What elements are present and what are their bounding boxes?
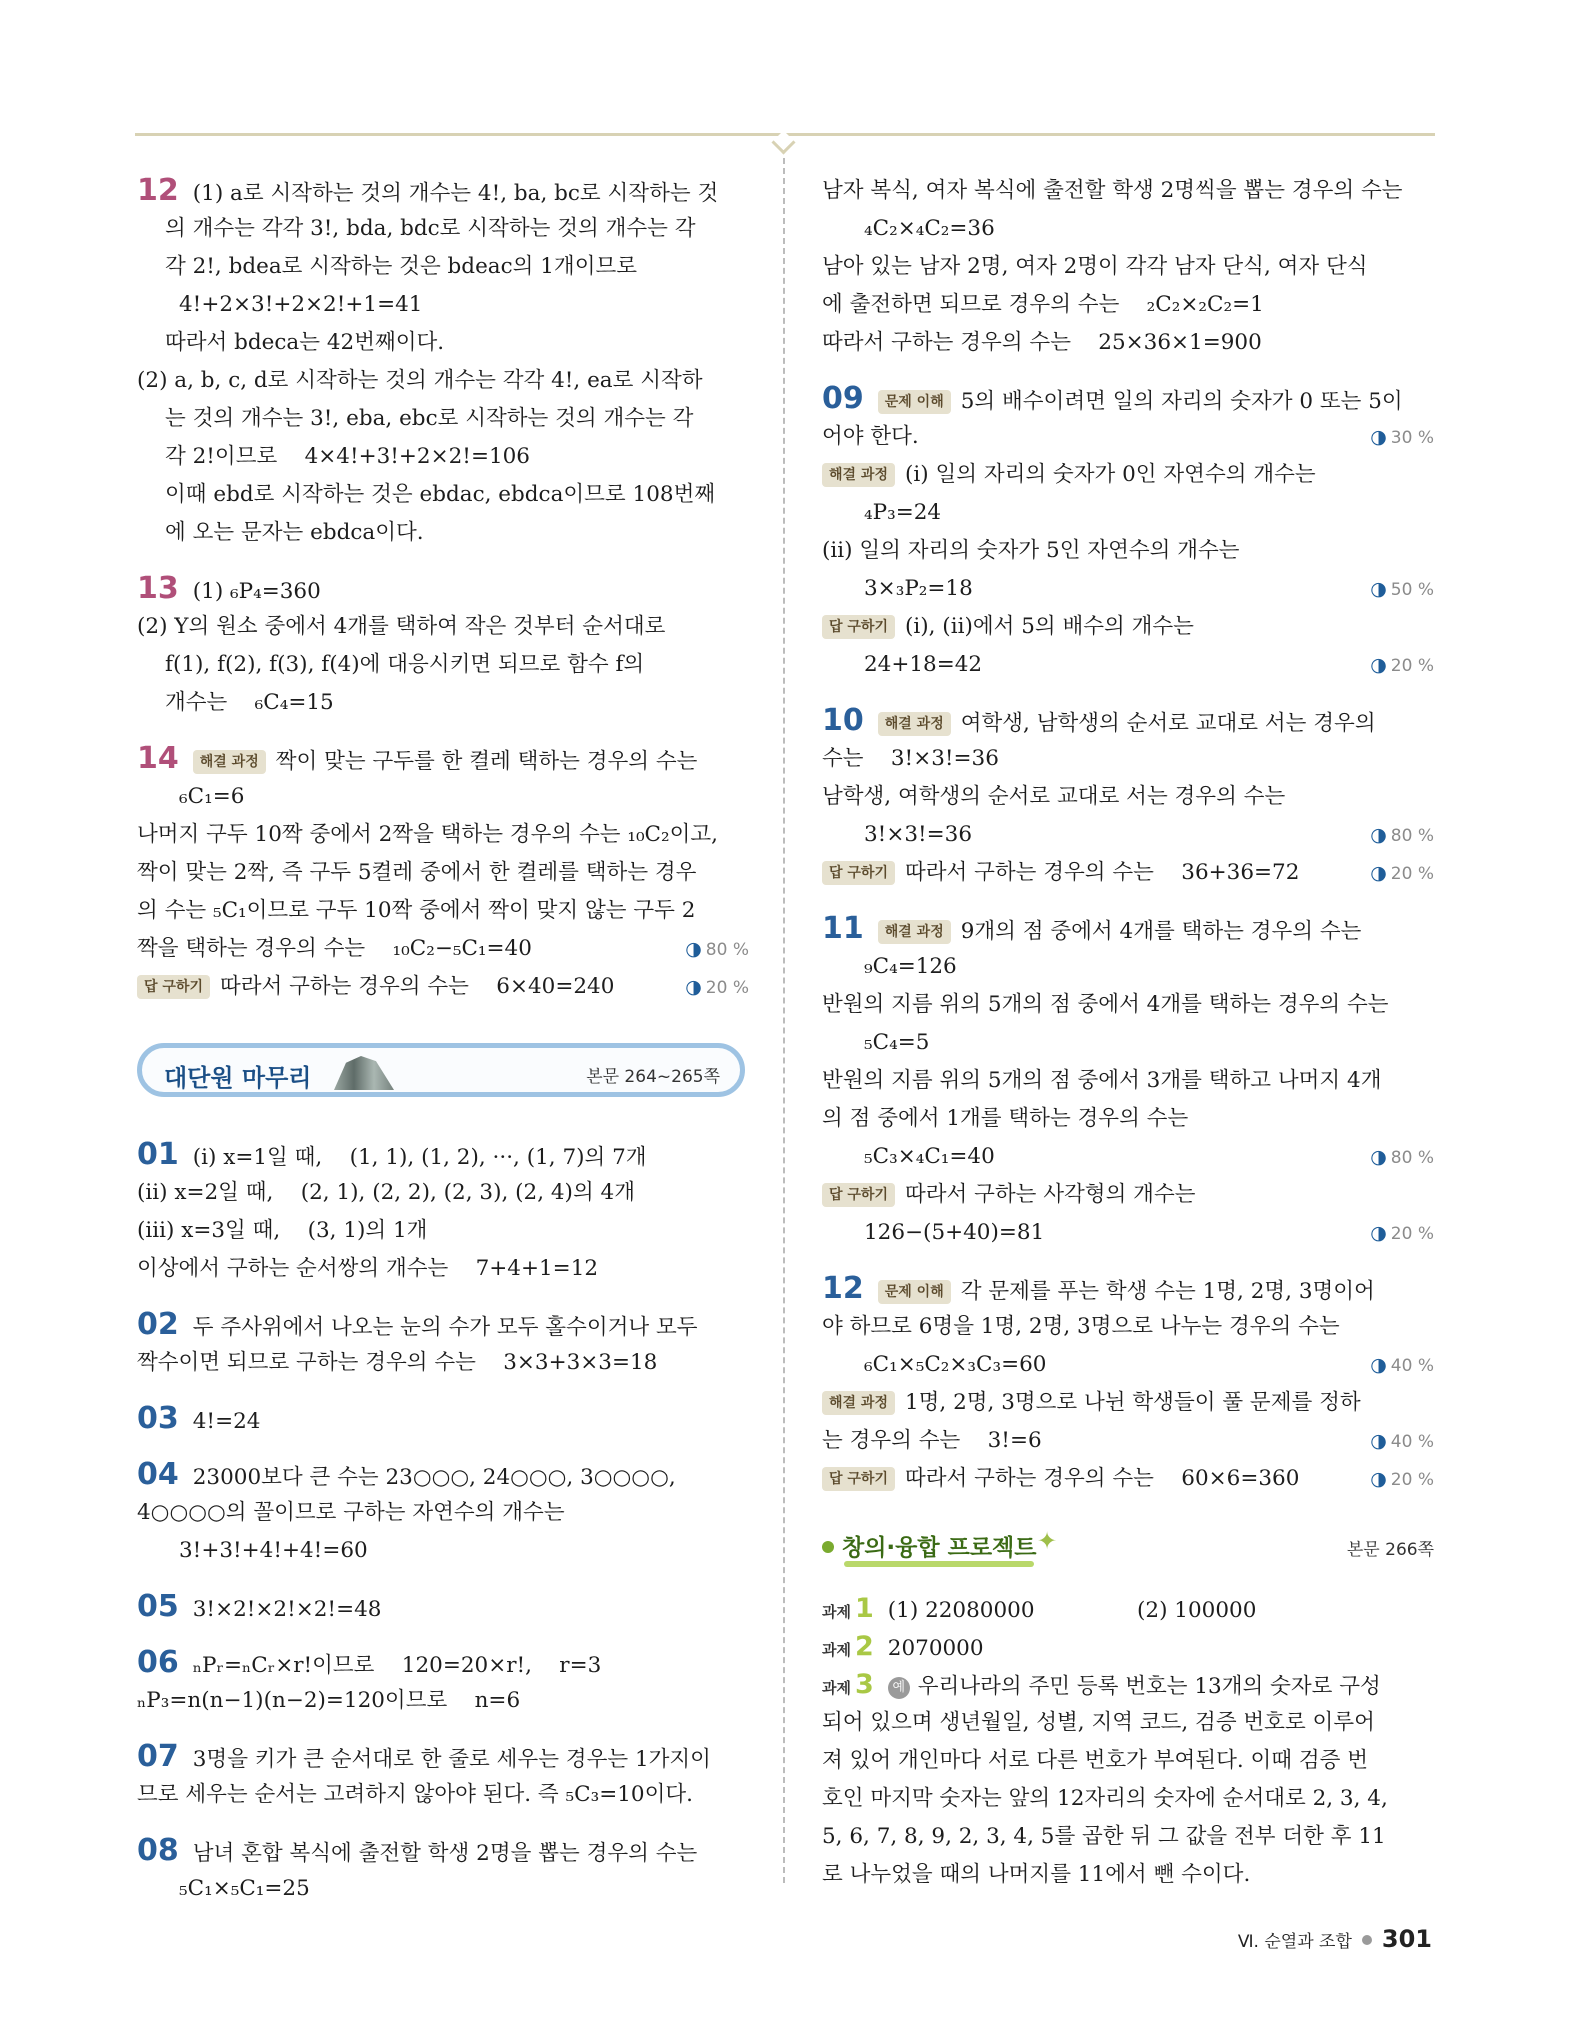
puzzle-icon: ✦ [1037, 1527, 1058, 1555]
solution-text: 4!+2×3!+2×2!+1=41 [179, 292, 423, 317]
solution-text: 는 경우의 수는 3!=6 [822, 1428, 1042, 1453]
solution-text: ₄C₂×₄C₂=36 [864, 216, 995, 241]
score-percent: ◑ 80 % [1370, 816, 1434, 855]
footer-dot-icon [1362, 1935, 1372, 1945]
problem-number: 09 [822, 381, 864, 416]
solution-line [822, 418, 1434, 456]
problem-number: 08 [137, 1833, 179, 1868]
solution-line [137, 1870, 749, 1908]
solution-text: 짝이 맞는 구두를 한 켤레 택하는 경우의 수는 [275, 749, 698, 774]
solution-line [137, 514, 749, 552]
solution-text: 의 수는 ₅C₁이므로 구두 10짝 중에서 짝이 맞지 않는 구두 2 [137, 898, 696, 923]
solution-line [137, 740, 749, 778]
solution-line [822, 1176, 1434, 1214]
solution-text: 반원의 지름 위의 5개의 점 중에서 3개를 택하고 나머지 4개 [822, 1068, 1382, 1093]
solution-text: 각 문제를 푸는 학생 수는 1명, 2명, 3명이어 [960, 1279, 1375, 1304]
solution-line [137, 362, 749, 400]
score-percent: ◑ 30 % [1370, 418, 1434, 457]
solution-text: 이상에서 구하는 순서쌍의 개수는 7+4+1=12 [137, 1256, 599, 1281]
solution-text: 3!×2!×2!×2!=48 [192, 1597, 382, 1622]
solution-text: 3×₃P₂=18 [864, 576, 973, 601]
score-percent: ◑ 80 % [685, 930, 749, 969]
solution-line [137, 968, 749, 1006]
solution-line [137, 1400, 749, 1438]
step-tag: 해결 과정 [878, 712, 951, 736]
score-percent: ◑ 50 % [1370, 570, 1434, 609]
solution-text: (ii) x=2일 때, (2, 1), (2, 2), (2, 3), (2, 4)의 4개 [137, 1180, 635, 1205]
solution-line [822, 172, 1434, 210]
section-gap [822, 892, 1434, 910]
problem-number: 06 [137, 1645, 179, 1680]
solution-line [822, 986, 1434, 1024]
task-row [822, 1666, 1434, 1704]
solution-text: ₆C₁×₅C₂×₃C₃=60 [864, 1352, 1047, 1377]
solution-text: 에 출전하면 되므로 경우의 수는 ₂C₂×₂C₂=1 [822, 292, 1264, 317]
solution-line [137, 892, 749, 930]
solution-line [822, 608, 1434, 646]
solution-text: 5의 배수이려면 일의 자리의 숫자가 0 또는 5이 [960, 389, 1403, 414]
solution-line [137, 1682, 749, 1720]
solution-text: 따라서 구하는 경우의 수는 25×36×1=900 [822, 330, 1262, 355]
solution-line [822, 1384, 1434, 1422]
score-percent: ◑ 20 % [685, 968, 749, 1007]
task-text: (1) 22080000 (2) 100000 [887, 1598, 1257, 1623]
solution-line [137, 778, 749, 816]
solution-text: (2) Y의 원소 중에서 4개를 택하여 작은 것부터 순서대로 [137, 614, 666, 639]
solution-line [822, 740, 1434, 778]
solution-line [822, 1270, 1434, 1308]
page-footer [1238, 1925, 1432, 1953]
solution-line [822, 456, 1434, 494]
solution-text: 따라서 구하는 경우의 수는 6×40=240 [219, 974, 615, 999]
solution-text: 따라서 구하는 사각형의 개수는 [904, 1182, 1196, 1207]
problem-number: 10 [822, 703, 864, 738]
solution-line [822, 1346, 1434, 1384]
step-tag: 답 구하기 [822, 1467, 895, 1491]
project-title-underline [844, 1561, 1034, 1567]
solution-text: 3!×3!=36 [864, 822, 973, 847]
solution-text: 24+18=42 [864, 652, 983, 677]
solution-line [822, 248, 1434, 286]
task-number: 1 [854, 1593, 874, 1624]
solution-text: 4○○○○의 꼴이므로 구하는 자연수의 개수는 [137, 1500, 565, 1525]
solution-line [822, 948, 1434, 986]
task-label: 과제 [822, 1603, 851, 1621]
solution-text: 야 하므로 6명을 1명, 2명, 3명으로 나누는 경우의 수는 [822, 1314, 1340, 1339]
solution-line [137, 608, 749, 646]
solution-line [822, 1422, 1434, 1460]
footer-section: Ⅵ. 순열과 조합 [1237, 1932, 1352, 1952]
solution-line [822, 1062, 1434, 1100]
solution-line [137, 172, 749, 210]
problem-number: 12 [137, 173, 179, 208]
solution-text: ₅C₃×₄C₁=40 [864, 1144, 995, 1169]
solution-text: 므로 세우는 순서는 고려하지 않아야 된다. 즉 ₅C₃=10이다. [137, 1782, 693, 1807]
task-label: 과제 [822, 1641, 851, 1659]
solution-text: (ii) 일의 자리의 숫자가 5인 자연수의 개수는 [822, 538, 1240, 563]
solution-text: 짝수이면 되므로 구하는 경우의 수는 3×3+3×3=18 [137, 1350, 658, 1375]
score-percent: ◑ 20 % [1370, 1460, 1434, 1499]
section-gap [822, 1252, 1434, 1270]
solution-line [137, 1494, 749, 1532]
step-tag: 답 구하기 [822, 861, 895, 885]
score-percent: ◑ 40 % [1370, 1422, 1434, 1461]
solution-line [137, 1456, 749, 1494]
problem-number: 11 [822, 911, 864, 946]
step-tag: 해결 과정 [822, 463, 895, 487]
problem-number: 12 [822, 1271, 864, 1306]
step-tag: 해결 과정 [878, 920, 951, 944]
unit-review-solutions [137, 1136, 749, 1908]
solution-line [822, 1100, 1434, 1138]
example-badge: 예 [888, 1677, 910, 1699]
task-number: 3 [854, 1669, 874, 1700]
solution-line [822, 854, 1434, 892]
solution-text: 3명을 키가 큰 순서대로 한 줄로 세우는 경우는 1가지이 [192, 1747, 711, 1772]
solution-line [137, 1588, 749, 1626]
task-row [822, 1590, 1434, 1628]
solution-text: ₉C₄=126 [864, 954, 957, 979]
project-tasks [822, 1590, 1434, 1894]
solution-line [137, 930, 749, 968]
problem-number: 03 [137, 1401, 179, 1436]
solution-line [822, 1214, 1434, 1252]
solution-line [822, 210, 1434, 248]
solution-text: 9개의 점 중에서 4개를 택하는 경우의 수는 [960, 919, 1362, 944]
bullet-dot-icon [822, 1541, 834, 1553]
step-tag: 답 구하기 [822, 615, 895, 639]
building-icon [334, 1056, 394, 1090]
section-gap [137, 1626, 749, 1644]
section-gap [137, 1382, 749, 1400]
solution-line [137, 438, 749, 476]
problem-number: 04 [137, 1457, 179, 1492]
solution-text: 남자 복식, 여자 복식에 출전할 학생 2명씩을 뽑는 경우의 수는 [822, 178, 1403, 203]
solution-text: 각 2!이므로 4×4!+3!+2×2!=106 [165, 444, 530, 469]
score-percent: ◑ 40 % [1370, 1346, 1434, 1385]
problem-number: 02 [137, 1307, 179, 1342]
task-text: 우리나라의 주민 등록 번호는 13개의 숫자로 구성 [917, 1674, 1381, 1699]
solution-line [137, 1250, 749, 1288]
solution-line [822, 494, 1434, 532]
solution-text: f(1), f(2), f(3), f(4)에 대응시키면 되므로 함수 f의 [165, 652, 645, 677]
solution-text: (i) x=1일 때, (1, 1), (1, 2), ···, (1, 7)의 7개 [192, 1145, 647, 1170]
solution-text: 개수는 ₆C₄=15 [165, 690, 334, 715]
task-text-line: 되어 있으며 생년월일, 성별, 지역 코드, 검증 번호로 이루어 [822, 1710, 1375, 1735]
task-label: 과제 [822, 1679, 851, 1697]
solution-line [137, 1212, 749, 1250]
solution-text: 의 점 중에서 1개를 택하는 경우의 수는 [822, 1106, 1189, 1131]
project-pages: 본문 266쪽 [1346, 1540, 1434, 1560]
solution-text: ₄P₃=24 [864, 500, 942, 525]
solution-line [822, 286, 1434, 324]
solution-text: 23000보다 큰 수는 23○○○, 24○○○, 3○○○○, [192, 1465, 676, 1490]
solution-line [137, 570, 749, 608]
section-gap [137, 722, 749, 740]
solution-line [822, 816, 1434, 854]
solution-line [137, 476, 749, 514]
solution-line [822, 778, 1434, 816]
solution-line [137, 1832, 749, 1870]
solution-text: (iii) x=3일 때, (3, 1)의 1개 [137, 1218, 428, 1243]
solution-line [822, 1138, 1434, 1176]
solution-line [137, 286, 749, 324]
solution-text: 따라서 구하는 경우의 수는 36+36=72 [904, 860, 1300, 885]
solution-text: 남아 있는 남자 2명, 여자 2명이 각각 남자 단식, 여자 단식 [822, 254, 1368, 279]
solution-text: 3!+3!+4!+4!=60 [179, 1538, 368, 1563]
score-percent: ◑ 20 % [1370, 1214, 1434, 1253]
solution-text: 1명, 2명, 3명으로 나뉜 학생들이 풀 문제를 정하 [904, 1390, 1361, 1415]
solution-line [822, 910, 1434, 948]
solution-text: ₙP₃=n(n−1)(n−2)=120이므로 n=6 [137, 1688, 521, 1713]
solution-text: 는 것의 개수는 3!, eba, ebc로 시작하는 것의 개수는 각 [165, 406, 694, 431]
score-percent: ◑ 20 % [1370, 646, 1434, 685]
section-gap [822, 362, 1434, 380]
solution-line [822, 380, 1434, 418]
solution-line [137, 1306, 749, 1344]
unit-review-banner [137, 1043, 745, 1097]
task-text-line: 호인 마지막 숫자는 앞의 12자리의 숫자에 순서대로 2, 3, 4, [822, 1786, 1388, 1811]
solution-text: 각 2!, bdea로 시작하는 것은 bdeac의 1개이므로 [165, 254, 638, 279]
task-list [822, 1590, 1434, 1894]
problem-number: 01 [137, 1137, 179, 1172]
solution-line [137, 646, 749, 684]
solution-text: 여학생, 남학생의 순서로 교대로 서는 경우의 [960, 711, 1376, 736]
solution-text: 짝을 택하는 경우의 수는 ₁₀C₂−₅C₁=40 [137, 936, 532, 961]
solution-line [137, 1776, 749, 1814]
section-gap [137, 1438, 749, 1456]
step-tag: 문제 이해 [878, 390, 951, 414]
score-percent: ◑ 20 % [1370, 854, 1434, 893]
step-tag: 답 구하기 [137, 975, 210, 999]
solution-text: 따라서 구하는 경우의 수는 60×6=360 [904, 1466, 1300, 1491]
task-row [822, 1628, 1434, 1666]
solution-text: 남학생, 여학생의 순서로 교대로 서는 경우의 수는 [822, 784, 1286, 809]
right-column [822, 172, 1434, 1498]
solution-line [137, 210, 749, 248]
solution-text: 이때 ebd로 시작하는 것은 ebdac, ebdca이므로 108번째 [165, 482, 716, 507]
solution-line [137, 816, 749, 854]
section-gap [137, 1720, 749, 1738]
solution-line [137, 1532, 749, 1570]
solution-text: (1) ₆P₄=360 [192, 579, 321, 604]
solution-text: (i), (ii)에서 5의 배수의 개수는 [904, 614, 1194, 639]
solution-text: 따라서 bdeca는 42번째이다. [165, 330, 445, 355]
solution-line [822, 324, 1434, 362]
solution-text: ₅C₁×₅C₁=25 [179, 1876, 310, 1901]
solution-text: 의 개수는 각각 3!, bda, bdc로 시작하는 것의 개수는 각 [165, 216, 696, 241]
step-tag: 해결 과정 [193, 750, 266, 774]
step-tag: 해결 과정 [822, 1391, 895, 1415]
problem-number: 14 [137, 741, 179, 776]
solution-text: 어야 한다. [822, 424, 919, 449]
problem-number: 13 [137, 571, 179, 606]
solution-line [822, 532, 1434, 570]
solution-line [822, 1308, 1434, 1346]
left-column [137, 172, 749, 1006]
section-gap [137, 1570, 749, 1588]
solution-line [137, 1344, 749, 1382]
solution-line [137, 1174, 749, 1212]
task-number: 2 [854, 1631, 874, 1662]
unit-review-title: 대단원 마무리 [164, 1064, 312, 1092]
solution-text: 두 주사위에서 나오는 눈의 수가 모두 홀수이거나 모두 [192, 1315, 698, 1340]
solution-text: (2) a, b, c, d로 시작하는 것의 개수는 각각 4!, ea로 시작하 [137, 368, 703, 393]
solution-line [822, 1024, 1434, 1062]
solution-text: 반원의 지름 위의 5개의 점 중에서 4개를 택하는 경우의 수는 [822, 992, 1389, 1017]
solution-text: 수는 3!×3!=36 [822, 746, 999, 771]
section-gap [137, 552, 749, 570]
task-text-line: 져 있어 개인마다 서로 다른 번호가 부여된다. 이때 검증 번 [822, 1748, 1369, 1773]
solutions-continued [822, 172, 1434, 1498]
section-gap [822, 684, 1434, 702]
solution-text: ₙPᵣ=ₙCᵣ×r!이므로 120=20×r!, r=3 [192, 1653, 602, 1678]
solutions-01-08 [137, 1136, 749, 1908]
solution-text: 126−(5+40)=81 [864, 1220, 1045, 1245]
task-text-line: 5, 6, 7, 8, 9, 2, 3, 4, 5를 곱한 뒤 그 값을 전부 더한 후 11 [822, 1824, 1386, 1849]
solution-line [822, 646, 1434, 684]
solution-line [137, 324, 749, 362]
section-gap [137, 1288, 749, 1306]
solution-line [822, 570, 1434, 608]
unit-review-pages: 본문 264~265쪽 [586, 1067, 720, 1087]
problem-number: 05 [137, 1589, 179, 1624]
solution-line [137, 1644, 749, 1682]
score-percent: ◑ 80 % [1370, 1138, 1434, 1177]
project-title: 창의·융합 프로젝트 [842, 1535, 1037, 1561]
step-tag: 문제 이해 [878, 1280, 951, 1304]
solution-text: ₆C₁=6 [179, 784, 245, 809]
solution-line [822, 1460, 1434, 1498]
creative-project-heading [822, 1525, 1434, 1569]
solution-text: 짝이 맞는 2짝, 즉 구두 5켤레 중에서 한 켤레를 택하는 경우 [137, 860, 697, 885]
step-tag: 답 구하기 [822, 1183, 895, 1207]
solutions-12-14 [137, 172, 749, 1006]
solution-line [137, 248, 749, 286]
solution-line [822, 702, 1434, 740]
page-number: 301 [1381, 1925, 1432, 1953]
solution-line [137, 400, 749, 438]
problem-number: 07 [137, 1739, 179, 1774]
solution-line [137, 684, 749, 722]
solution-text: (i) 일의 자리의 숫자가 0인 자연수의 개수는 [904, 462, 1316, 487]
solution-text: 에 오는 문자는 ebdca이다. [165, 520, 424, 545]
column-divider [783, 158, 785, 1883]
solution-line [137, 854, 749, 892]
task-text-line: 로 나누었을 때의 나머지를 11에서 뺀 수이다. [822, 1862, 1251, 1887]
solution-text: 4!=24 [192, 1409, 261, 1434]
solution-line [137, 1136, 749, 1174]
solution-text: 남녀 혼합 복식에 출전할 학생 2명을 뽑는 경우의 수는 [192, 1841, 698, 1866]
task-text: 2070000 [887, 1636, 984, 1661]
section-gap [137, 1814, 749, 1832]
solution-text: (1) a로 시작하는 것의 개수는 4!, ba, bc로 시작하는 것 [192, 181, 719, 206]
solution-text: 나머지 구두 10짝 중에서 2짝을 택하는 경우의 수는 ₁₀C₂이고, [137, 822, 719, 847]
solution-line [137, 1738, 749, 1776]
solution-text: ₅C₄=5 [864, 1030, 930, 1055]
